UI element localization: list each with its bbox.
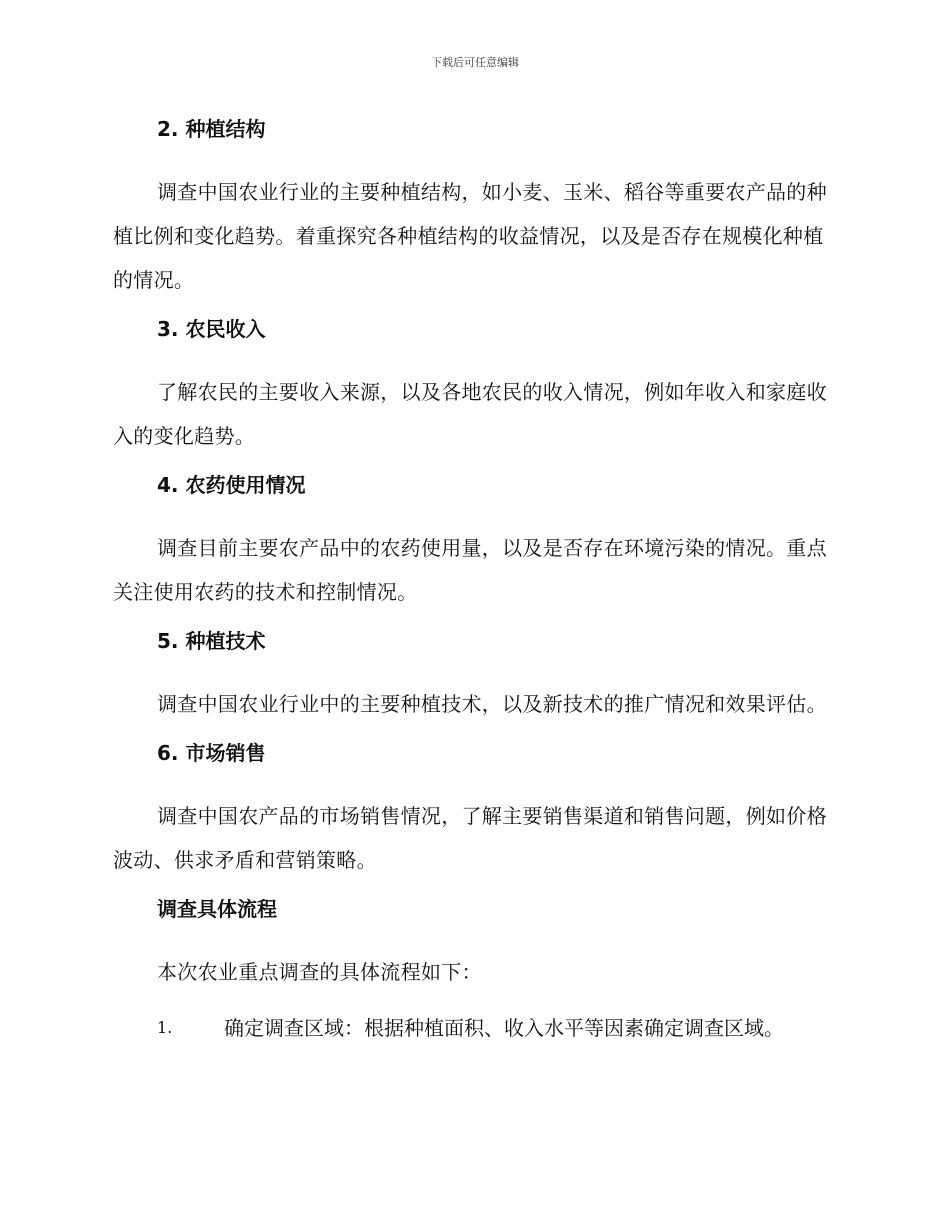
section-heading: 2. 种植结构 — [157, 117, 266, 141]
section-heading: 6. 市场销售 — [157, 741, 266, 765]
list-item — [113, 1006, 838, 1050]
section-planting-technology — [113, 626, 838, 726]
section-survey-process — [113, 894, 838, 994]
page-header: 下载后可任意编辑 — [431, 56, 519, 69]
list-item-text: 确定调查区域：根据种植面积、收入水平等因素确定调查区域。 — [224, 1016, 784, 1040]
section-planting-structure — [113, 114, 838, 302]
section-market-sales — [113, 738, 838, 882]
document-body — [113, 114, 838, 1050]
section-farmer-income — [113, 314, 838, 458]
section-heading: 5. 种植技术 — [157, 629, 266, 653]
section-pesticide-use — [113, 470, 838, 614]
section-paragraph: 调查中国农业行业中的主要种植技术，以及新技术的推广情况和效果评估。 — [157, 692, 827, 716]
section-paragraph: 本次农业重点调查的具体流程如下： — [157, 960, 482, 984]
section-heading: 4. 农药使用情况 — [157, 473, 306, 497]
list-item-number: 1. — [157, 1018, 173, 1037]
section-heading: 调查具体流程 — [157, 897, 277, 921]
section-heading: 3. 农民收入 — [157, 317, 266, 341]
section-paragraph: 了解农民的主要收入来源，以及各地农民的收入情况，例如年收入和家庭收入的变化趋势。 — [113, 380, 827, 448]
section-paragraph: 调查目前主要农产品中的农药使用量，以及是否存在环境污染的情况。重点关注使用农药的技术和控制情况。 — [113, 536, 827, 604]
section-paragraph: 调查中国农产品的市场销售情况，了解主要销售渠道和销售问题，例如价格波动、供求矛盾和营销策略。 — [113, 804, 827, 872]
section-paragraph: 调查中国农业行业的主要种植结构，如小麦、玉米、稻谷等重要农产品的种植比例和变化趋势。着重探究各种植结构的收益情况，以及是否存在规模化种植的情况。 — [113, 180, 827, 292]
